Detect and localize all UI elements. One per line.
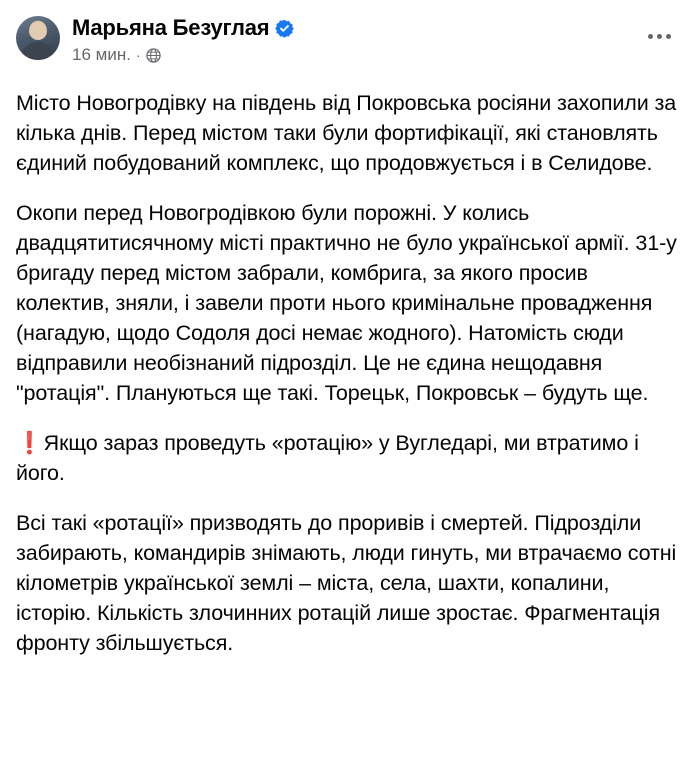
post-timestamp[interactable]: 16 мин.	[72, 45, 131, 64]
post-paragraph-warning	[16, 428, 678, 488]
more-dot	[657, 34, 662, 39]
post-paragraph: Всі такі «ротації» призводять до проривів і смертей. Підрозділи забирають, командирів знімають, люди гинуть, ми втрачаємо сотні кілометрів української землі – міста, села, шахти, копалини, історію. Кількість злочинних ротацій лише зростає. Фрагментація фронту збільшується.	[16, 511, 677, 655]
post-author-block	[72, 14, 294, 66]
post-paragraph: Окопи перед Новогродівкою були порожні. У колись двадцятитисячному місті практично не було української армії. 31-у бригаду перед містом забрали, комбрига, за якого просив колектив, зняли, і завели проти нього кримінальне провадження (нагадую, щодо Содоля досі немає жодного). Натомість сюди відправили необізнаний підрозділ. Це не єдина нещодавня "ротація". Плануються ще такі. Торецьк, Покровськ – будуть ще.	[16, 201, 677, 405]
avatar[interactable]	[16, 16, 60, 60]
post-paragraph: Місто Новогродівку на південь від Покровська росіяни захопили за кілька днів. Перед містом таки були фортифікації, які становлять єдиний побудований комплекс, що продовжується і в Селидове.	[16, 91, 677, 175]
more-dot	[666, 34, 671, 39]
author-name[interactable]: Марьяна Безуглая	[72, 15, 270, 40]
more-dot	[648, 34, 653, 39]
post-body	[16, 88, 678, 658]
more-options-button[interactable]	[642, 24, 676, 48]
post-header	[16, 14, 678, 76]
post-paragraph-warning-text: Якщо зараз проведуть «ротацію» у Вугледарі, ми втратимо і його.	[16, 431, 639, 485]
meta-separator: ·	[135, 47, 141, 63]
warning-icon: ❗	[16, 431, 43, 455]
author-name-row	[72, 15, 294, 41]
globe-icon[interactable]	[146, 48, 161, 63]
post-meta	[72, 44, 294, 66]
verified-badge-icon	[275, 19, 294, 38]
